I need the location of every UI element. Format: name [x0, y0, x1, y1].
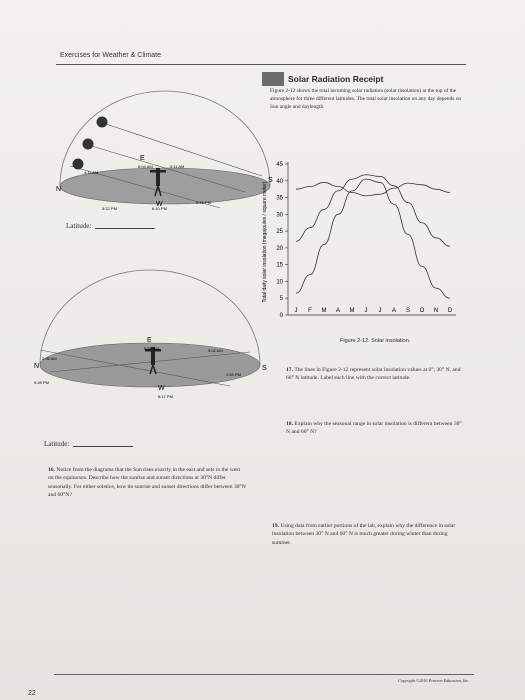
receipt-title: Solar Radiation Receipt	[288, 74, 384, 84]
d2-north: N	[34, 363, 40, 370]
sun-path-diagram-2-svg	[30, 260, 270, 430]
receipt-title-row	[262, 72, 462, 86]
d2-south: S	[262, 365, 267, 372]
x-tick-label: A	[391, 308, 397, 314]
d1-south: S	[268, 177, 273, 184]
x-tick-label: O	[419, 308, 425, 314]
d1-time-646: 6:46 PM	[196, 200, 211, 205]
y-tick-label: 10	[276, 279, 283, 286]
question-17-number: 17.	[286, 367, 293, 373]
latitude-label-2: Latitude:	[44, 440, 70, 448]
latitude-label-1: Latitude:	[66, 222, 92, 230]
running-head: Exercises for Weather & Climate	[60, 52, 162, 59]
d2-time-902: 9:02 AM	[208, 348, 223, 353]
x-tick-label: S	[405, 308, 411, 314]
y-tick-label: 45	[276, 162, 283, 168]
question-16	[48, 466, 246, 500]
question-16-text: Notice from the diagrams that the Sun rises exactly in the east and sets in the west on the equinoxes. Describe how the sunrise and sunset directions at 30°N differ seasonally. For either solstice, how do sunrise and sunset directions differ between 30°N and 60°N?	[48, 467, 246, 499]
d2-west: W	[158, 385, 165, 392]
d2-time-928: 9:28 PM	[34, 380, 49, 385]
latitude-field-2[interactable]	[44, 440, 133, 448]
sun-path-diagram-1-svg	[40, 86, 280, 216]
d2-time-236: 2:36 AM	[42, 356, 57, 361]
y-tick-label: 25	[276, 229, 283, 236]
footer-rule	[54, 674, 474, 675]
d2-time-617: 6:17 PM	[158, 394, 173, 399]
d2-time-558: 5:58 AM	[144, 346, 159, 351]
x-tick-label: J	[378, 308, 382, 314]
d2-east: E	[147, 337, 152, 344]
x-tick-label: M	[321, 308, 327, 314]
x-tick-label: J	[294, 308, 298, 314]
d1-time-610: 6:10 PM	[152, 206, 167, 211]
question-17-text: The lines in Figure 2-12 represent solar insolation values at 0°, 30° N, and 60° N latitude. Label each line with the correct latitude.	[286, 367, 461, 382]
latitude-field-1[interactable]	[66, 222, 155, 230]
y-tick-label: 30	[276, 212, 283, 219]
question-19-text: Using data from earlier portions of the lab, explain why the difference in solar insolation between 30° N and 60° N is much greater during winter than during summer.	[272, 523, 456, 546]
section-marker	[262, 72, 284, 86]
x-tick-label: J	[364, 308, 368, 314]
y-tick-label: 20	[276, 245, 283, 252]
d1-west: W	[156, 201, 163, 208]
x-tick-label: F	[308, 308, 312, 314]
receipt-body: Figure 2-12 shows the total incoming solar radiation (solar insolation) at the top of the atmosphere for three different latitudes. The total solar insolation on any day depends on Sun angle and daylength.	[270, 88, 462, 110]
x-tick-label: D	[447, 308, 453, 314]
d1-time-604: 6:04 AM	[138, 164, 153, 169]
x-tick-label: N	[433, 308, 439, 314]
d1-time-511: 5:11 AM	[170, 164, 185, 169]
x-tick-label: A	[335, 308, 341, 314]
solar-radiation-receipt	[262, 72, 462, 111]
d2-time-254: 2:54 PM	[226, 372, 241, 377]
y-tick-label: 40	[276, 178, 283, 185]
y-tick-label: 5	[279, 296, 283, 303]
d1-east: E	[140, 155, 145, 162]
d1-time-411: 4:11 AM	[84, 170, 99, 175]
chart-ylabel: Total daily solar insolation (megajoules / square meter)	[262, 181, 268, 303]
copyright-notice: Copyright ©2016 Pearson Education, Inc.	[398, 678, 470, 683]
insolation-line-1	[296, 182, 450, 195]
d1-time-522: 5:22 PM	[102, 206, 117, 211]
y-tick-label: 15	[276, 262, 283, 269]
solar-insolation-chart	[258, 152, 468, 337]
y-tick-label: 0	[279, 313, 283, 319]
question-19-number: 19.	[272, 523, 279, 529]
question-18-number: 18.	[286, 421, 293, 427]
question-19	[272, 522, 468, 547]
d1-north: N	[56, 186, 62, 193]
question-17	[286, 366, 466, 383]
sun-path-diagram-2	[30, 260, 270, 430]
insolation-line-3	[296, 179, 450, 298]
page-number: 22	[28, 690, 36, 697]
question-18-text: Explain why the seasonal range in solar insolation is different between 30° N and 60° N?	[286, 421, 462, 436]
figure-caption: Figure 2-12. Solar insolation.	[340, 338, 411, 344]
x-tick-label: M	[349, 308, 355, 314]
sun-path-diagram-1	[40, 86, 280, 216]
question-16-number: 16.	[48, 467, 55, 473]
y-tick-label: 35	[276, 195, 283, 202]
solar-insolation-chart-svg	[258, 152, 468, 332]
question-18	[286, 420, 466, 437]
header-rule	[56, 64, 466, 65]
